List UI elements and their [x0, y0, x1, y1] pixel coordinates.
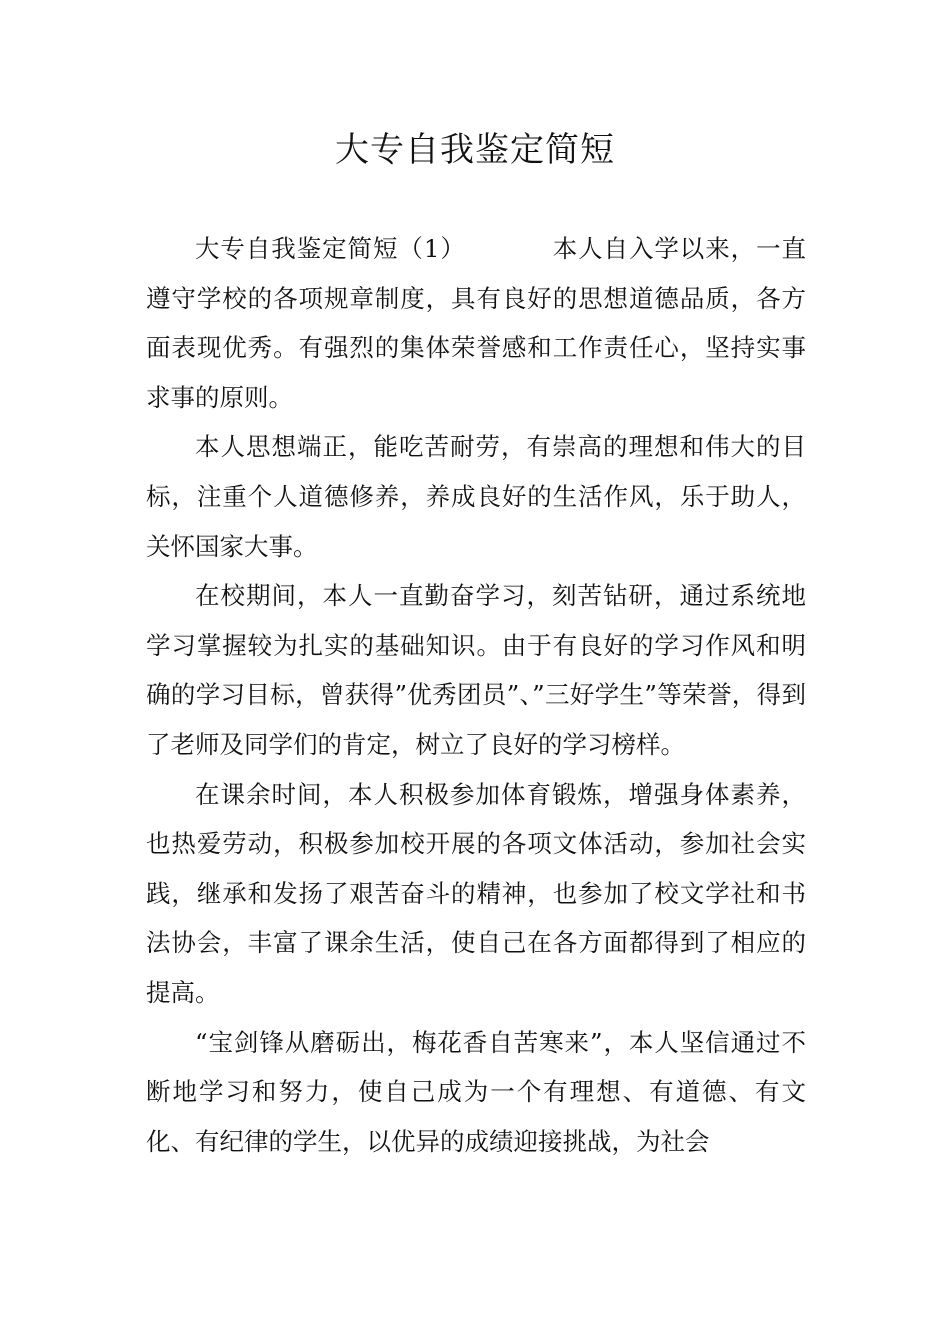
paragraph-4: 在课余时间，本人积极参加体育锻炼，增强身体素养，也热爱劳动，积极参加校开展的各项文体活动，参加社会实践，继承和发扬了艰苦奋斗的精神，也参加了校文学社和书法协会，丰富了课余生活，使自己在各方面都得到了相应的提高。	[146, 779, 806, 1007]
document-body	[146, 224, 806, 1166]
paragraph-2: 本人思想端正，能吃苦耐劳，有崇高的理想和伟大的目标，注重个人道德修养，养成良好的生活作风，乐于助人，关怀国家大事。	[146, 432, 806, 561]
section-label: 大专自我鉴定简短（1）	[195, 234, 466, 263]
paragraph-1-text: 本人自入学以来，一直遵守学校的各项规章制度，具有良好的思想道德品质，各方面表现优秀。有强烈的集体荣誉感和工作责任心，坚持实事求事的原则。	[146, 234, 807, 412]
paragraph-5: “宝剑锋从磨砺出，梅花香自苦寒来”，本人坚信通过不断地学习和努力，使自己成为一个有理想、有道德、有文化、有纪律的学生，以优异的成绩迎接挑战，为社会	[146, 1027, 806, 1156]
document-title: 大专自我鉴定简短	[335, 130, 615, 170]
paragraph-3: 在校期间，本人一直勤奋学习，刻苦钻研，通过系统地学习掌握较为扎实的基础知识。由于有良好的学习作风和明确的学习目标，曾获得”优秀团员”、”三好学生”等荣誉，得到了老师及同学们的肯定，树立了良好的学习榜样。	[146, 581, 806, 759]
paragraph-1	[146, 224, 806, 422]
